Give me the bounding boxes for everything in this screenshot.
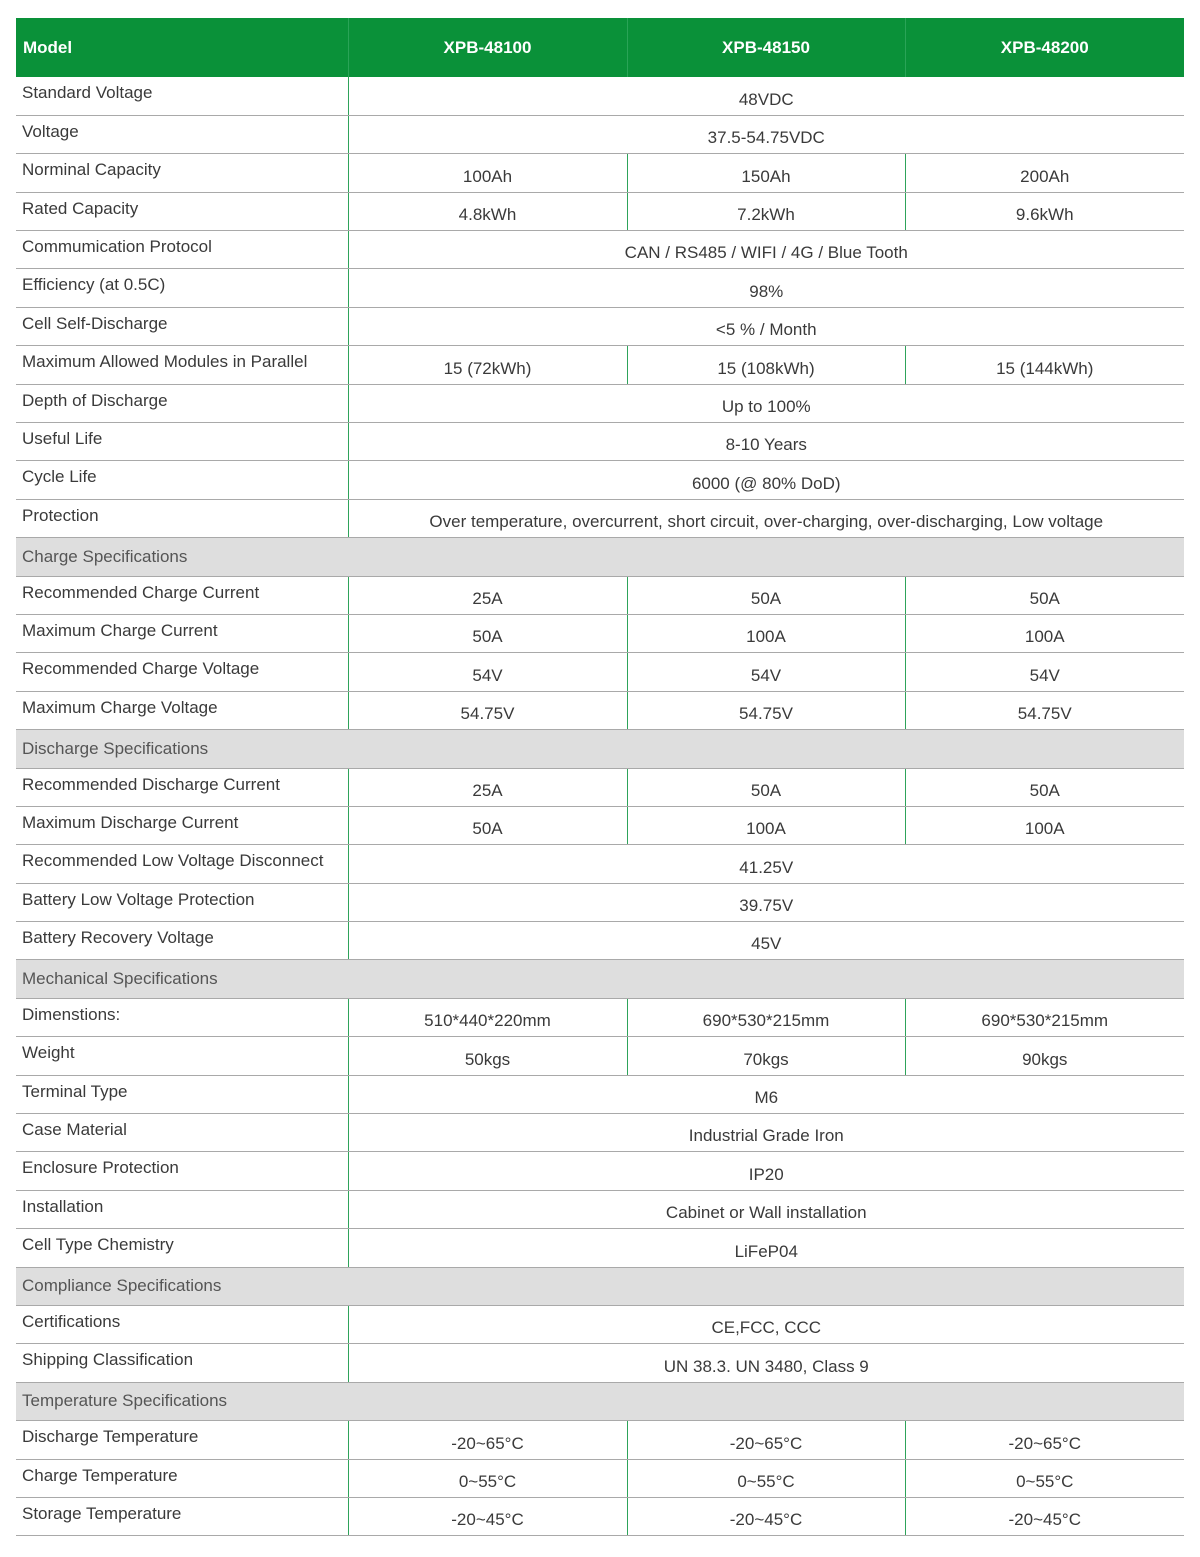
table-row [16,1037,1184,1075]
section-title: Mechanical Specifications [16,960,1184,998]
row-value-model-1: 50kgs [348,1037,627,1075]
table-body [16,77,1184,1536]
row-label: Depth of Discharge [16,384,348,422]
table-row [16,461,1184,499]
row-value-model-1: 0~55°C [348,1459,627,1497]
row-label: Maximum Charge Voltage [16,691,348,729]
row-value-model-1: 54V [348,653,627,691]
row-label: Certifications [16,1306,348,1344]
row-value-all-models: 41.25V [348,845,1184,883]
row-value-model-1: 15 (72kWh) [348,346,627,384]
row-value-all-models: CE,FCC, CCC [348,1306,1184,1344]
row-label: Storage Temperature [16,1497,348,1535]
row-value-model-2: 70kgs [627,1037,905,1075]
row-value-all-models: 98% [348,269,1184,307]
row-label: Cycle Life [16,461,348,499]
table-row [16,192,1184,230]
row-value-model-3: -20~45°C [905,1497,1184,1535]
row-value-model-2: 54.75V [627,691,905,729]
row-label: Maximum Charge Current [16,614,348,652]
row-value-all-models: Up to 100% [348,384,1184,422]
row-value-model-1: 54.75V [348,691,627,729]
table-row [16,231,1184,269]
row-value-model-2: 690*530*215mm [627,998,905,1036]
row-value-all-models: 39.75V [348,883,1184,921]
row-value-model-3: 690*530*215mm [905,998,1184,1036]
row-value-model-3: 200Ah [905,154,1184,192]
row-value-model-3: 54V [905,653,1184,691]
row-value-model-2: 0~55°C [627,1459,905,1497]
row-label: Case Material [16,1114,348,1152]
row-label: Battery Recovery Voltage [16,922,348,960]
row-value-all-models: Over temperature, overcurrent, short circuit, over-charging, over-discharging, Low voltage [348,499,1184,537]
table-row [16,653,1184,691]
row-label: Maximum Discharge Current [16,806,348,844]
table-row [16,998,1184,1036]
row-label: Enclosure Protection [16,1152,348,1190]
table-row [16,1229,1184,1267]
section-title: Charge Specifications [16,538,1184,576]
row-value-all-models: Cabinet or Wall installation [348,1190,1184,1228]
row-value-model-2: -20~65°C [627,1421,905,1459]
table-row [16,423,1184,461]
row-label: Cell Type Chemistry [16,1229,348,1267]
table-row [16,1306,1184,1344]
row-value-all-models: 48VDC [348,77,1184,115]
table-row [16,499,1184,537]
table-row [16,922,1184,960]
row-value-model-3: -20~65°C [905,1421,1184,1459]
table-row [16,384,1184,422]
row-value-model-2: 100A [627,614,905,652]
table-row [16,115,1184,153]
row-value-model-3: 50A [905,576,1184,614]
row-value-all-models: 37.5-54.75VDC [348,115,1184,153]
table-row [16,1497,1184,1535]
row-value-model-1: 510*440*220mm [348,998,627,1036]
row-value-all-models: IP20 [348,1152,1184,1190]
header-row [16,18,1184,77]
section-header-row [16,1267,1184,1305]
header-model-3: XPB-48200 [905,18,1184,77]
table-row [16,1152,1184,1190]
row-value-model-2: 7.2kWh [627,192,905,230]
header-model-label: Model [16,18,348,77]
row-value-model-1: -20~45°C [348,1497,627,1535]
row-label: Charge Temperature [16,1459,348,1497]
row-value-model-2: 100A [627,806,905,844]
table-row [16,1421,1184,1459]
row-value-model-1: 50A [348,614,627,652]
row-label: Discharge Temperature [16,1421,348,1459]
row-value-all-models: 45V [348,922,1184,960]
table-row [16,845,1184,883]
table-row [16,614,1184,652]
row-value-model-1: 50A [348,806,627,844]
row-value-model-1: 4.8kWh [348,192,627,230]
header-model-1: XPB-48100 [348,18,627,77]
table-row [16,691,1184,729]
row-value-all-models: UN 38.3. UN 3480, Class 9 [348,1344,1184,1382]
row-value-model-3: 54.75V [905,691,1184,729]
table-row [16,1190,1184,1228]
row-value-model-1: 100Ah [348,154,627,192]
row-value-model-3: 100A [905,806,1184,844]
section-header-row [16,960,1184,998]
table-row [16,1459,1184,1497]
row-value-all-models: LiFeP04 [348,1229,1184,1267]
row-value-model-3: 90kgs [905,1037,1184,1075]
spec-table [16,18,1184,1536]
section-header-row [16,730,1184,768]
table-row [16,768,1184,806]
row-value-all-models: CAN / RS485 / WIFI / 4G / Blue Tooth [348,231,1184,269]
row-label: Recommended Discharge Current [16,768,348,806]
row-label: Recommended Low Voltage Disconnect [16,845,348,883]
row-value-model-2: 50A [627,576,905,614]
row-value-model-2: -20~45°C [627,1497,905,1535]
table-row [16,806,1184,844]
section-title: Temperature Specifications [16,1382,1184,1420]
row-value-all-models: 8-10 Years [348,423,1184,461]
row-label: Norminal Capacity [16,154,348,192]
table-row [16,883,1184,921]
row-value-model-3: 15 (144kWh) [905,346,1184,384]
row-value-model-3: 9.6kWh [905,192,1184,230]
row-value-model-1: 25A [348,576,627,614]
row-value-model-3: 0~55°C [905,1459,1184,1497]
table-row [16,346,1184,384]
row-value-model-2: 54V [627,653,905,691]
row-label: Battery Low Voltage Protection [16,883,348,921]
row-value-model-1: -20~65°C [348,1421,627,1459]
section-header-row [16,1382,1184,1420]
table-row [16,576,1184,614]
row-label: Shipping Classification [16,1344,348,1382]
table-row [16,1114,1184,1152]
row-label: Cell Self-Discharge [16,307,348,345]
section-header-row [16,538,1184,576]
row-value-model-3: 100A [905,614,1184,652]
row-label: Rated Capacity [16,192,348,230]
row-label: Efficiency (at 0.5C) [16,269,348,307]
header-model-2: XPB-48150 [627,18,905,77]
row-label: Voltage [16,115,348,153]
table-row [16,154,1184,192]
row-value-all-models: Industrial Grade Iron [348,1114,1184,1152]
section-title: Discharge Specifications [16,730,1184,768]
table-row [16,269,1184,307]
row-label: Protection [16,499,348,537]
row-value-model-1: 25A [348,768,627,806]
row-value-model-2: 15 (108kWh) [627,346,905,384]
table-row [16,1344,1184,1382]
row-value-model-2: 50A [627,768,905,806]
table-row [16,77,1184,115]
row-label: Terminal Type [16,1075,348,1113]
section-title: Compliance Specifications [16,1267,1184,1305]
row-value-all-models: 6000 (@ 80% DoD) [348,461,1184,499]
row-value-model-2: 150Ah [627,154,905,192]
row-label: Dimenstions: [16,998,348,1036]
row-label: Weight [16,1037,348,1075]
row-label: Installation [16,1190,348,1228]
table-header [16,18,1184,77]
row-label: Standard Voltage [16,77,348,115]
table-row [16,307,1184,345]
row-label: Recommended Charge Voltage [16,653,348,691]
row-label: Commumication Protocol [16,231,348,269]
row-value-all-models: M6 [348,1075,1184,1113]
row-value-model-3: 50A [905,768,1184,806]
row-label: Recommended Charge Current [16,576,348,614]
row-label: Useful Life [16,423,348,461]
row-value-all-models: <5 % / Month [348,307,1184,345]
row-label: Maximum Allowed Modules in Parallel [16,346,348,384]
table-row [16,1075,1184,1113]
